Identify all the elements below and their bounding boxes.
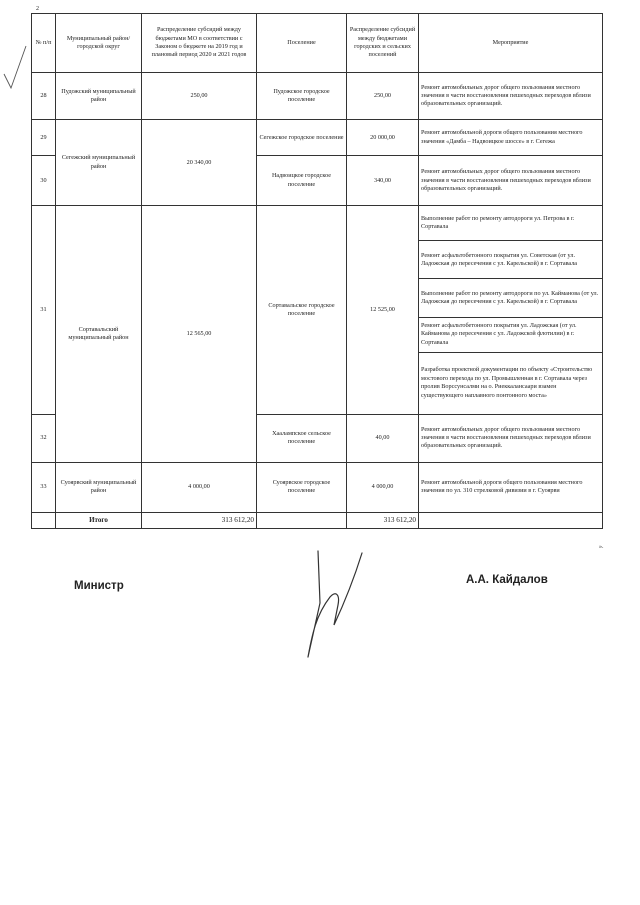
subsidy-cell: 4 000,00 — [142, 462, 257, 512]
measure-cell: Ремонт автомобильных дорог общего пользования местного значения в части восстановления пешеходных переходов вблизи образовательных организаций. — [419, 73, 603, 120]
measure-cell: Ремонт автомобильных дорог общего пользования местного значения в части восстановления пешеходных переходов вблизи образовательных организаций. — [419, 156, 603, 206]
amount-cell: 340,00 — [347, 156, 419, 206]
total-label: Итого — [56, 512, 142, 528]
handwritten-signature — [296, 545, 376, 665]
header-measure: Мероприятие — [419, 14, 603, 73]
subsidy-distribution-table — [31, 13, 603, 529]
total-subsidy: 313 612,20 — [142, 512, 257, 528]
header-subsidy: Распределение субсидий между бюджетами МО в соответствии с Законом о бюджете на 2019 год и плановый период 2020 и 2021 годов — [142, 14, 257, 73]
measure-cell: Ремонт асфальтобетонного покрытия ул. Советская (от ул. Ладожская до пересечения с ул. Карельской) в г. Сортавала — [419, 241, 603, 279]
amount-cell: 40,00 — [347, 414, 419, 462]
settlement-cell: Хаалампское сельское поселение — [257, 414, 347, 462]
measure-cell: Ремонт автомобильных дорог общего пользования местного значения в части восстановления пешеходных переходов вблизи образовательных организаций. — [419, 414, 603, 462]
table-row — [32, 120, 603, 156]
subsidy-cell: 12 565,00 — [142, 206, 257, 462]
settlement-cell: Надвоицкое городское поселение — [257, 156, 347, 206]
amount-cell: 4 000,00 — [347, 462, 419, 512]
district-cell: Суоярвский муниципальный район — [56, 462, 142, 512]
header-distribution: Распределение субсидий между бюджетами городских и сельских поселений — [347, 14, 419, 73]
settlement-cell: Суоярвское городское поселение — [257, 462, 347, 512]
row-number: 33 — [32, 462, 56, 512]
margin-mark: ». — [599, 544, 604, 550]
header-settlement: Поселение — [257, 14, 347, 73]
total-settlement-cell — [257, 512, 347, 528]
district-cell: Сегежский муниципальный район — [56, 120, 142, 206]
measure-cell: Разработка проектной документации по объекту «Строительство мостового перехода по ул. Промышленная в г. Сортавала через пролив Ворссунсалми на о. Риеккалансаари взамен существующего наплавного понтонного моста» — [419, 352, 603, 414]
header-district: Муниципальный район/городской округ — [56, 14, 142, 73]
signer-position: Министр — [74, 580, 124, 592]
settlement-cell: Сегежское городское поселение — [257, 120, 347, 156]
page-corner-mark: 2 — [36, 6, 39, 12]
table-row — [32, 206, 603, 241]
settlement-cell: Пудожское городское поселение — [257, 73, 347, 120]
measure-cell: Выполнение работ по ремонту автодороги по ул. Кайманова (от ул. Ладожская до пересечения с ул. Карельской) в г. Сортавала — [419, 279, 603, 317]
row-number: 28 — [32, 73, 56, 120]
table-row — [32, 73, 603, 120]
district-cell: Сортавальский муниципальный район — [56, 206, 142, 462]
district-cell: Пудожский муниципальный район — [56, 73, 142, 120]
header-num: № п/п — [32, 14, 56, 73]
measure-cell: Ремонт асфальтобетонного покрытия ул. Ладожская (от ул. Кайманова до пересечения с ул. Ладожской флотилии) в г. Сортавала — [419, 317, 603, 352]
check-mark-scribble — [2, 44, 28, 94]
amount-cell: 12 525,00 — [347, 206, 419, 414]
table-row — [32, 462, 603, 512]
total-row — [32, 512, 603, 528]
subsidy-cell: 20 340,00 — [142, 120, 257, 206]
total-num-cell — [32, 512, 56, 528]
row-number: 32 — [32, 414, 56, 462]
measure-cell: Выполнение работ по ремонту автодороги ул. Петрова в г. Сортавала — [419, 206, 603, 241]
row-number: 30 — [32, 156, 56, 206]
measure-cell: Ремонт автомобильной дороги общего пользования местного значения по ул. 310 стрелковой дивизии в г. Суоярви — [419, 462, 603, 512]
amount-cell: 250,00 — [347, 73, 419, 120]
amount-cell: 20 000,00 — [347, 120, 419, 156]
total-measure-cell — [419, 512, 603, 528]
measure-cell: Ремонт автомобильной дороги общего пользования местного значения «Дамба – Надвоицкое шоссе» в г. Сегежа — [419, 120, 603, 156]
table-header-row — [32, 14, 603, 73]
total-amount: 313 612,20 — [347, 512, 419, 528]
row-number: 29 — [32, 120, 56, 156]
settlement-cell: Сортавальское городское поселение — [257, 206, 347, 414]
subsidy-cell: 250,00 — [142, 73, 257, 120]
signer-name: А.А. Кайдалов — [466, 574, 548, 586]
row-number: 31 — [32, 206, 56, 414]
